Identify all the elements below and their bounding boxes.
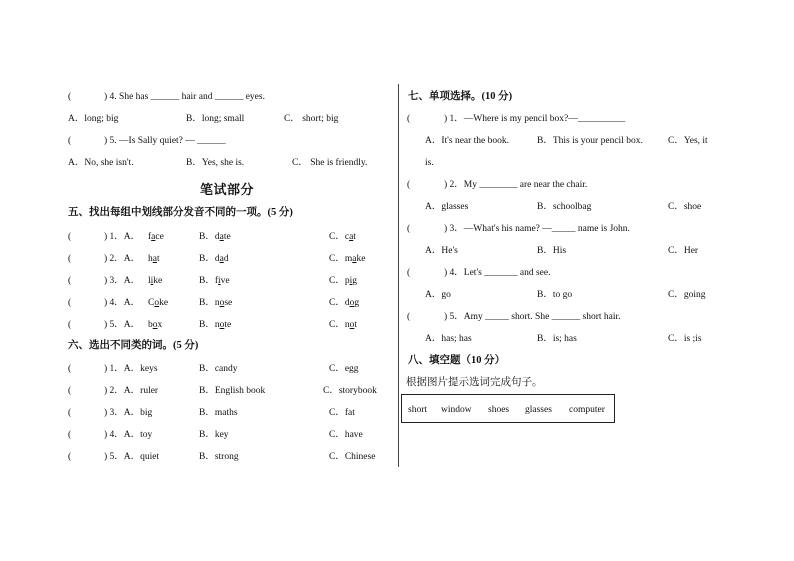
stem bbox=[444, 223, 630, 235]
section8-title: 八、填空题（10 分） bbox=[408, 355, 506, 366]
section8-instruction: 根据图片提示选词完成句子。 bbox=[406, 377, 543, 388]
post: t bbox=[354, 320, 357, 330]
answer-blank-1: _____ bbox=[485, 312, 509, 322]
post: t bbox=[353, 232, 356, 242]
underlined-letter: a bbox=[352, 254, 357, 264]
underlined-letter: a bbox=[151, 232, 156, 242]
pre: C．p bbox=[329, 276, 350, 286]
option-b: B．maths bbox=[199, 408, 238, 418]
pre: C．d bbox=[329, 298, 350, 308]
column-divider bbox=[398, 84, 399, 467]
option-a bbox=[148, 319, 162, 331]
row-num: ) 4．A． bbox=[104, 298, 141, 308]
stem-end: name is John. bbox=[577, 224, 630, 234]
option-c: C．storybook bbox=[323, 386, 377, 396]
post: g bbox=[352, 276, 357, 286]
stem bbox=[444, 113, 625, 125]
post: ce bbox=[155, 232, 164, 242]
pre: B．f bbox=[199, 276, 219, 286]
pre: B．d bbox=[199, 232, 220, 242]
word-bank-item: window bbox=[441, 405, 472, 415]
paren: ( bbox=[407, 312, 411, 322]
q5-paren: ( bbox=[68, 136, 72, 146]
option-a: ) 3．A．big bbox=[104, 408, 153, 418]
stem-start: ) 5．Amy bbox=[444, 312, 483, 322]
pre: C bbox=[148, 298, 155, 308]
paren: ( bbox=[68, 408, 72, 418]
stem-end: are near the chair. bbox=[519, 180, 588, 190]
stem-start: ) 4．Let's bbox=[444, 268, 482, 278]
option-b: B．His bbox=[537, 246, 567, 256]
q5-option-a: A．No, she isn't. bbox=[68, 158, 134, 168]
underlined-letter: o bbox=[349, 298, 355, 308]
option-c: C．Her bbox=[668, 246, 699, 256]
post: ve bbox=[220, 276, 230, 286]
underlined-letter: a bbox=[152, 254, 157, 264]
stem-end: short hair. bbox=[582, 312, 621, 322]
post: g bbox=[354, 298, 360, 308]
option-c: C．Yes, it bbox=[668, 136, 708, 146]
stem-start: ) 2．My bbox=[444, 180, 477, 190]
option-c bbox=[329, 319, 357, 331]
q4-blank-2: ______ bbox=[214, 92, 244, 102]
option-a bbox=[148, 253, 160, 265]
word-bank bbox=[401, 394, 615, 423]
q5-stem-text: ) 5. —Is Sally quiet? — bbox=[104, 136, 195, 146]
pre: B．n bbox=[199, 320, 220, 330]
option-b bbox=[199, 253, 229, 265]
option-c bbox=[329, 231, 356, 243]
stem bbox=[444, 267, 550, 279]
underlined-letter: i bbox=[349, 276, 353, 286]
option-b: B．English book bbox=[199, 386, 266, 396]
underlined-letter: i bbox=[150, 276, 154, 286]
post: t bbox=[156, 254, 160, 264]
option-c: C．fat bbox=[329, 408, 355, 418]
option-a: ) 4．A．toy bbox=[104, 430, 153, 440]
option-c bbox=[329, 253, 365, 265]
section5-title: 五、找出每组中划线部分发音不同的一项。(5 分) bbox=[68, 207, 293, 218]
section6-title: 六、选出不同类的词。(5 分) bbox=[68, 340, 199, 351]
post: x bbox=[157, 320, 163, 330]
q5-option-c: C． She is friendly. bbox=[292, 158, 368, 168]
pre: l bbox=[148, 276, 151, 286]
option-b bbox=[199, 297, 232, 309]
underlined-letter: o bbox=[219, 298, 225, 308]
underlined-letter: a bbox=[219, 232, 224, 242]
option-a: A．glasses bbox=[425, 202, 469, 212]
option-a: A．It's near the book. bbox=[425, 136, 510, 146]
paren: ( bbox=[68, 232, 72, 242]
option-c: C．egg bbox=[329, 364, 359, 374]
option-c: C．have bbox=[329, 430, 363, 440]
paren: ( bbox=[68, 364, 72, 374]
underlined-letter: i bbox=[218, 276, 221, 286]
option-a: ) 2．A．ruler bbox=[104, 386, 159, 396]
q4-stem-start: ) 4. She has bbox=[104, 92, 149, 102]
paren: ( bbox=[68, 386, 72, 396]
stem-mid: short. She bbox=[511, 312, 550, 322]
paren: ( bbox=[407, 114, 411, 124]
option-c-continued: is. bbox=[425, 158, 434, 168]
q4-option-b: B．long; small bbox=[186, 114, 245, 124]
word-bank-item: shoes bbox=[488, 405, 510, 415]
row-num: ) 1．A． bbox=[104, 232, 141, 242]
post: ke bbox=[159, 298, 169, 308]
pre: C．c bbox=[329, 232, 350, 242]
pre: B．d bbox=[199, 254, 220, 264]
paren: ( bbox=[407, 180, 411, 190]
pre: h bbox=[148, 254, 153, 264]
option-b bbox=[199, 275, 230, 287]
post: ke bbox=[356, 254, 366, 264]
underlined-letter: o bbox=[152, 320, 158, 330]
pre: B．n bbox=[199, 298, 220, 308]
underlined-letter: o bbox=[219, 320, 225, 330]
q5-blank: ______ bbox=[197, 136, 226, 146]
paren: ( bbox=[407, 224, 411, 234]
option-a: ) 1．A．keys bbox=[104, 364, 158, 374]
row-num: ) 5．A． bbox=[104, 320, 141, 330]
option-b bbox=[199, 231, 231, 243]
row-num: ) 3．A． bbox=[104, 276, 141, 286]
post: te bbox=[223, 232, 231, 242]
q4-stem-end: eyes. bbox=[245, 92, 265, 102]
q5-option-b: B．Yes, she is. bbox=[186, 158, 245, 168]
section7-title: 七、单项选择。(10 分) bbox=[408, 91, 513, 102]
option-a: A．go bbox=[425, 290, 451, 300]
pre: f bbox=[148, 232, 152, 242]
option-c: C．is ;is bbox=[668, 334, 702, 344]
answer-blank: _______ bbox=[484, 268, 518, 278]
q4-option-a: A．long; big bbox=[68, 114, 119, 124]
paren: ( bbox=[68, 430, 72, 440]
pre: C．n bbox=[329, 320, 350, 330]
stem-start: ) 3．—What's his name? — bbox=[444, 224, 552, 234]
stem-text: ) 1．—Where is my pencil box?— bbox=[444, 114, 578, 124]
paren: ( bbox=[68, 254, 72, 264]
q4-paren: ( bbox=[68, 92, 72, 102]
option-b: B．to go bbox=[537, 290, 573, 300]
option-c: C．Chinese bbox=[329, 452, 376, 462]
paren: ( bbox=[407, 268, 411, 278]
written-part-title: 笔试部分 bbox=[200, 182, 255, 197]
underlined-letter: a bbox=[349, 232, 354, 242]
row-num: ) 2．A． bbox=[104, 254, 141, 264]
q4-stem-mid: hair and bbox=[181, 92, 213, 102]
option-b: B．is; has bbox=[537, 334, 577, 344]
paren: ( bbox=[68, 452, 72, 462]
option-a bbox=[148, 297, 168, 309]
paren: ( bbox=[68, 320, 72, 330]
option-a: ) 5．A．quiet bbox=[104, 452, 160, 462]
option-c bbox=[329, 275, 357, 287]
post: ke bbox=[153, 276, 163, 286]
stem bbox=[444, 311, 621, 323]
answer-blank: __________ bbox=[577, 114, 626, 124]
answer-blank-2: ______ bbox=[551, 312, 581, 322]
pre: C．m bbox=[329, 254, 353, 264]
word-bank-item: computer bbox=[569, 405, 605, 415]
q4-option-c: C． short; big bbox=[284, 114, 339, 124]
stem bbox=[444, 179, 587, 191]
option-b: B．strong bbox=[199, 452, 239, 462]
option-b bbox=[199, 319, 231, 331]
option-b: B．key bbox=[199, 430, 229, 440]
post: se bbox=[224, 298, 233, 308]
option-a: A．has; has bbox=[425, 334, 472, 344]
underlined-letter: o bbox=[154, 298, 160, 308]
stem-end: and see. bbox=[519, 268, 551, 278]
post: te bbox=[224, 320, 232, 330]
paren: ( bbox=[68, 276, 72, 286]
option-c: C．shoe bbox=[668, 202, 702, 212]
answer-blank: ________ bbox=[479, 180, 518, 190]
underlined-letter: a bbox=[219, 254, 224, 264]
q4-blank-1: ______ bbox=[150, 92, 180, 102]
option-a bbox=[148, 231, 164, 243]
post: d bbox=[223, 254, 229, 264]
q5-stem bbox=[104, 135, 226, 147]
q4-stem bbox=[104, 91, 265, 103]
word-bank-item: glasses bbox=[525, 405, 552, 415]
option-c bbox=[329, 297, 359, 309]
option-a: A．He's bbox=[425, 246, 458, 256]
option-b: B．schoolbag bbox=[537, 202, 592, 212]
pre: b bbox=[148, 320, 153, 330]
paren: ( bbox=[68, 298, 72, 308]
option-b: B．This is your pencil box. bbox=[537, 136, 643, 146]
answer-blank: _____ bbox=[551, 224, 576, 234]
option-a bbox=[148, 275, 162, 287]
word-bank-item: short bbox=[408, 405, 427, 415]
option-b: B．candy bbox=[199, 364, 238, 374]
underlined-letter: o bbox=[349, 320, 355, 330]
option-c: C．going bbox=[668, 290, 706, 300]
